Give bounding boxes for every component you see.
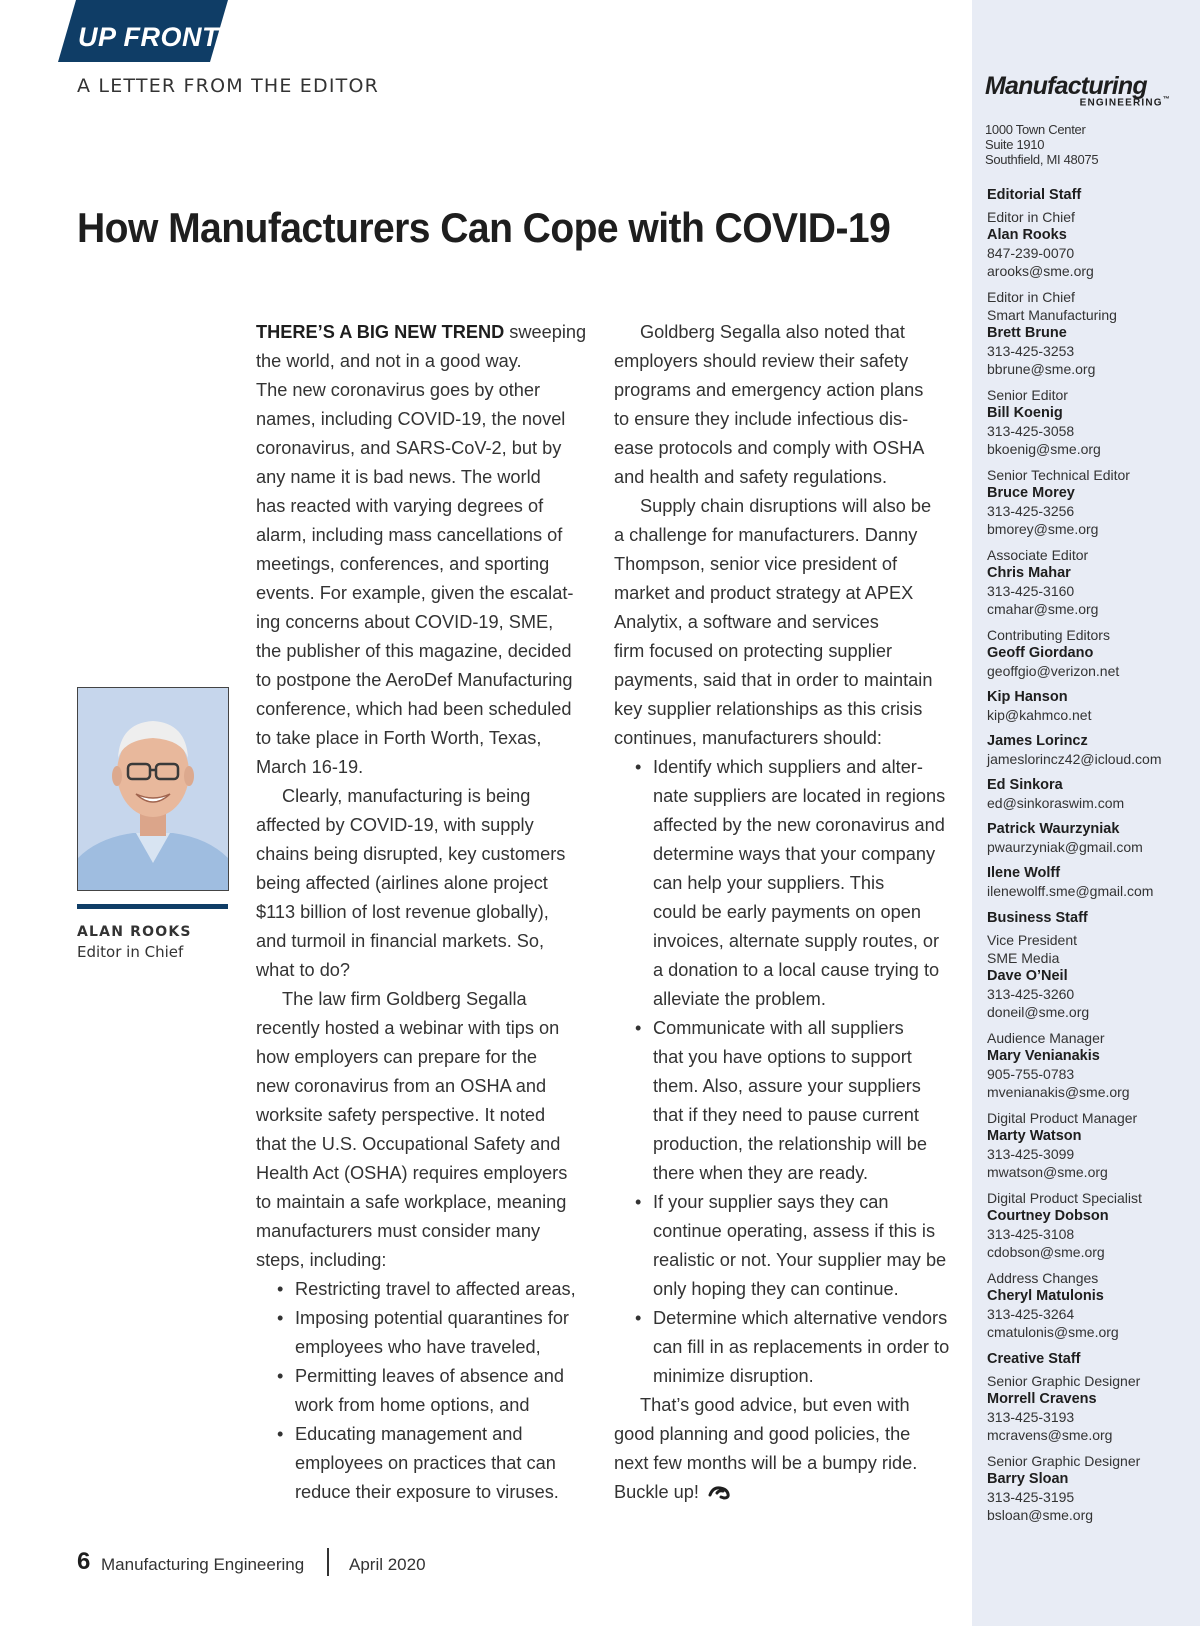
address-line: Suite 1910 <box>985 137 1045 152</box>
paragraph-line: payments, said that in order to maintain <box>614 670 933 690</box>
list-item: • Determine which alternative vendors <box>614 1304 954 1333</box>
staff-name: Marty Watson <box>987 1128 1082 1144</box>
staff-name: Cheryl Matulonis <box>987 1288 1104 1304</box>
staff-name: Chris Mahar <box>987 565 1071 581</box>
paragraph-line: events. For example, given the escalat- <box>256 583 574 603</box>
author-portrait-image <box>78 688 228 890</box>
paragraph-line: Thompson, senior vice president of <box>614 554 898 574</box>
list-item-continued: determine ways that your company <box>653 844 936 864</box>
paragraph-line: the publisher of this magazine, decided <box>256 641 572 661</box>
list-item-continued: invoices, alternate supply routes, or <box>653 931 940 951</box>
supplier-actions-list <box>614 753 954 1391</box>
staff-name: Patrick Waurzyniak <box>987 821 1120 837</box>
staff-entry: Senior Graphic Designer Morrell Cravens 313-425-3193 mcravens@sme.org <box>987 1372 1192 1444</box>
closing-text: Buckle up! <box>614 1482 699 1502</box>
author-title: Editor in Chief <box>77 943 184 961</box>
list-item-continued: that you have options to support <box>653 1047 912 1067</box>
osha-steps-list <box>256 1275 596 1507</box>
staff-email: bbrune@sme.org <box>987 361 1096 377</box>
staff-entry: Vice President SME Media Dave O’Neil 313-425-3260 doneil@sme.org <box>987 931 1192 1021</box>
paragraph-line: a challenge for manufacturers. Danny <box>614 525 918 545</box>
staff-phone: 313-425-3264 <box>987 1306 1075 1322</box>
list-item: • Identify which suppliers and alter- <box>614 753 954 782</box>
staff-email: doneil@sme.org <box>987 1004 1090 1020</box>
paragraph-line: March 16-19. <box>256 757 364 777</box>
paragraph-line: and turmoil in financial markets. So, <box>256 931 545 951</box>
staff-email: mvenianakis@sme.org <box>987 1084 1130 1100</box>
list-item-continued: can help your suppliers. This <box>653 873 885 893</box>
end-mark-icon <box>707 1485 731 1501</box>
staff-email: ed@sinkoraswim.com <box>987 795 1125 811</box>
paragraph-line: has reacted with varying degrees of <box>256 496 544 516</box>
staff-phone: 313-425-3160 <box>987 583 1075 599</box>
creative-staff-heading: Creative Staff <box>987 1351 1081 1367</box>
paragraph-line: Health Act (OSHA) requires employers <box>256 1163 568 1183</box>
staff-phone: 313-425-3058 <box>987 423 1075 439</box>
business-staff-heading: Business Staff <box>987 910 1088 926</box>
paragraph-line: recently hosted a webinar with tips on <box>256 1018 560 1038</box>
article-column-2 <box>614 318 954 1507</box>
list-item: • Educating management and <box>256 1420 596 1449</box>
footer-issue-date: April 2020 <box>349 1555 426 1574</box>
paragraph-line: next few months will be a bumpy ride. <box>614 1453 918 1473</box>
paragraph-line: steps, including: <box>256 1250 387 1270</box>
staff-entry: Senior Editor Bill Koenig 313-425-3058 bkoenig@sme.org <box>987 386 1192 458</box>
staff-entry: Audience Manager Mary Venianakis 905-755-0783 mvenianakis@sme.org <box>987 1029 1192 1101</box>
magazine-logo <box>985 72 1185 112</box>
staff-name: Bill Koenig <box>987 405 1063 421</box>
paragraph-line: good planning and good policies, the <box>614 1424 911 1444</box>
paragraph-line <box>614 1478 954 1507</box>
paragraph-line: any name it is bad news. The world <box>256 467 541 487</box>
paragraph-line: meetings, conferences, and sporting <box>256 554 550 574</box>
staff-email: kip@kahmco.net <box>987 707 1092 723</box>
headline: How Manufacturers Can Cope with COVID-19 <box>77 204 891 251</box>
lead-in: THERE’S A BIG NEW TREND <box>256 322 505 342</box>
paragraph-line: key supplier relationships as this crisis <box>614 699 923 719</box>
list-item-continued: nate suppliers are located in regions <box>653 786 946 806</box>
staff-entry <box>987 820 1192 856</box>
staff-email: ilenewolff.sme@gmail.com <box>987 883 1154 899</box>
paragraph-line: how employers can prepare for the <box>256 1047 538 1067</box>
address-line: Southfield, MI 48075 <box>985 152 1099 167</box>
list-item-continued: work from home options, and <box>295 1395 530 1415</box>
staff-phone: 905-755-0783 <box>987 1066 1075 1082</box>
section-tag-label: UP FRONT <box>78 22 219 52</box>
staff-name: Ilene Wolff <box>987 865 1061 881</box>
paragraph-line: what to do? <box>256 960 351 980</box>
list-item-continued: employees on practices that can <box>295 1453 556 1473</box>
list-item-continued: employees who have traveled, <box>295 1337 541 1357</box>
paragraph-line: being affected (airlines alone project <box>256 873 548 893</box>
paragraph-line: continues, manufacturers should: <box>614 728 882 748</box>
list-item-continued: production, the relationship will be <box>653 1134 927 1154</box>
staff-phone: 313-425-3108 <box>987 1226 1075 1242</box>
paragraph-line: firm focused on protecting supplier <box>614 641 893 661</box>
paragraph-line: That’s good advice, but even with <box>640 1395 910 1415</box>
staff-entry <box>987 732 1192 768</box>
list-item-continued: could be early payments on open <box>653 902 921 922</box>
paragraph-line: employers should review their safety <box>614 351 909 371</box>
paragraph-line: THERE’S A BIG NEW TREND sweeping <box>256 322 587 342</box>
list-item-continued: only hoping they can continue. <box>653 1279 899 1299</box>
page-number: 6 <box>77 1548 91 1575</box>
staff-email: cmatulonis@sme.org <box>987 1324 1119 1340</box>
paragraph-line: Analytix, a software and services <box>614 612 879 632</box>
paragraph-line: programs and emergency action plans <box>614 380 924 400</box>
paragraph-line: the world, and not in a good way. <box>256 351 522 371</box>
paragraph-line: to ensure they include infectious dis- <box>614 409 909 429</box>
staff-entry: Editor in Chief Alan Rooks 847-239-0070 arooks@sme.org <box>987 208 1192 280</box>
staff-entry: Editor in Chief Smart Manufacturing Brett Brune 313-425-3253 bbrune@sme.org <box>987 288 1192 378</box>
paragraph-line: manufacturers must consider many <box>256 1221 541 1241</box>
paragraph-line: market and product strategy at APEX <box>614 583 914 603</box>
staff-name: Mary Venianakis <box>987 1048 1100 1064</box>
staff-email: geoffgio@verizon.net <box>987 663 1120 679</box>
list-item-continued: realistic or not. Your supplier may be <box>653 1250 947 1270</box>
paragraph-line: Supply chain disruptions will also be <box>640 496 932 516</box>
paragraph-line: The new coronavirus goes by other <box>256 380 541 400</box>
staff-name: Geoff Giordano <box>987 645 1094 661</box>
logo-wordmark: Manufacturing <box>985 72 1147 100</box>
paragraph-line: and health and safety regulations. <box>614 467 888 487</box>
footer-magazine-name: Manufacturing Engineering <box>101 1555 305 1574</box>
staff-email: bkoenig@sme.org <box>987 441 1101 457</box>
staff-name: James Lorincz <box>987 733 1088 749</box>
footer-divider <box>327 1548 329 1576</box>
list-item-continued: them. Also, assure your suppliers <box>653 1076 921 1096</box>
list-item: • If your supplier says they can <box>614 1188 954 1217</box>
staff-email: arooks@sme.org <box>987 263 1094 279</box>
staff-email: bmorey@sme.org <box>987 521 1099 537</box>
paragraph-line: ing concerns about COVID-19, SME, <box>256 612 554 632</box>
staff-phone: 313-425-3099 <box>987 1146 1075 1162</box>
list-item-continued: continue operating, assess if this is <box>653 1221 936 1241</box>
masthead-staff <box>987 182 1192 1524</box>
paragraph-line: coronavirus, and SARS-CoV-2, but by <box>256 438 562 458</box>
paragraph-line: to postpone the AeroDef Manufacturing <box>256 670 573 690</box>
staff-name: Kip Hanson <box>987 689 1068 705</box>
list-item-continued: can fill in as replacements in order to <box>653 1337 950 1357</box>
paragraph-line: to take place in Forth Worth, Texas, <box>256 728 542 748</box>
staff-entry <box>987 688 1192 724</box>
list-item: • Communicate with all suppliers <box>614 1014 954 1043</box>
staff-entry: Senior Technical Editor Bruce Morey 313-425-3256 bmorey@sme.org <box>987 466 1192 538</box>
staff-email: bsloan@sme.org <box>987 1507 1094 1523</box>
staff-name: Alan Rooks <box>987 227 1067 243</box>
paragraph-line: names, including COVID-19, the novel <box>256 409 566 429</box>
paragraph-line: chains being disrupted, key customers <box>256 844 566 864</box>
author-photo-rule <box>77 904 228 909</box>
staff-entry: Contributing Editors Geoff Giordano geoffgio@verizon.net <box>987 626 1192 680</box>
kicker: A LETTER FROM THE EDITOR <box>77 75 380 97</box>
paragraph-line: ease protocols and comply with OSHA <box>614 438 925 458</box>
paragraph-line: worksite safety perspective. It noted <box>256 1105 546 1125</box>
staff-entry: Digital Product Manager Marty Watson 313-425-3099 mwatson@sme.org <box>987 1109 1192 1181</box>
author-photo <box>77 687 229 891</box>
author-name: ALAN ROOKS <box>77 924 192 940</box>
address-line: 1000 Town Center <box>985 122 1086 137</box>
staff-name: Dave O’Neil <box>987 968 1068 984</box>
list-item: • Imposing potential quarantines for <box>256 1304 596 1333</box>
staff-name: Courtney Dobson <box>987 1208 1109 1224</box>
staff-entry <box>987 776 1192 812</box>
staff-phone: 313-425-3260 <box>987 986 1075 1002</box>
masthead-address <box>985 122 1098 167</box>
staff-email: mcravens@sme.org <box>987 1427 1113 1443</box>
staff-phone: 313-425-3253 <box>987 343 1075 359</box>
section-tag <box>58 0 228 62</box>
list-item: • Restricting travel to affected areas, <box>256 1275 596 1304</box>
list-item-continued: reduce their exposure to viruses. <box>295 1482 559 1502</box>
logo-subtitle: ENGINEERING™ <box>1079 96 1171 109</box>
staff-entry: Digital Product Specialist Courtney Dobson 313-425-3108 cdobson@sme.org <box>987 1189 1192 1261</box>
paragraph-line: that the U.S. Occupational Safety and <box>256 1134 561 1154</box>
paragraph-line: Goldberg Segalla also noted that <box>640 322 905 342</box>
staff-phone: 313-425-3195 <box>987 1489 1075 1505</box>
staff-name: Bruce Morey <box>987 485 1075 501</box>
editorial-staff-heading: Editorial Staff <box>987 187 1082 203</box>
staff-email: mwatson@sme.org <box>987 1164 1108 1180</box>
staff-phone: 847-239-0070 <box>987 245 1075 261</box>
paragraph-line: Clearly, manufacturing is being <box>282 786 531 806</box>
paragraph-line: to maintain a safe workplace, meaning <box>256 1192 567 1212</box>
list-item-continued: that if they need to pause current <box>653 1105 919 1125</box>
page-footer <box>77 1548 577 1578</box>
staff-name: Ed Sinkora <box>987 777 1063 793</box>
list-item-continued: alleviate the problem. <box>653 989 826 1009</box>
list-item-continued: affected by the new coronavirus and <box>653 815 945 835</box>
paragraph-line: The law firm Goldberg Segalla <box>282 989 527 1009</box>
list-item-continued: a donation to a local cause trying to <box>653 960 940 980</box>
staff-entry <box>987 864 1192 900</box>
paragraph-line: alarm, including mass cancellations of <box>256 525 563 545</box>
staff-entry: Address Changes Cheryl Matulonis 313-425-3264 cmatulonis@sme.org <box>987 1269 1192 1341</box>
staff-phone: 313-425-3193 <box>987 1409 1075 1425</box>
staff-email: jameslorincz42@icloud.com <box>987 751 1162 767</box>
staff-entry: Senior Graphic Designer Barry Sloan 313-425-3195 bsloan@sme.org <box>987 1452 1192 1524</box>
list-item-continued: there when they are ready. <box>653 1163 869 1183</box>
staff-email: cmahar@sme.org <box>987 601 1099 617</box>
article-column-1 <box>256 318 596 1507</box>
paragraph-line: new coronavirus from an OSHA and <box>256 1076 547 1096</box>
list-item-continued: minimize disruption. <box>653 1366 814 1386</box>
list-item: • Permitting leaves of absence and <box>256 1362 596 1391</box>
staff-entry: Associate Editor Chris Mahar 313-425-3160 cmahar@sme.org <box>987 546 1192 618</box>
staff-name: Brett Brune <box>987 325 1067 341</box>
staff-phone: 313-425-3256 <box>987 503 1075 519</box>
paragraph-line: affected by COVID-19, with supply <box>256 815 534 835</box>
paragraph-line: $113 billion of lost revenue globally), <box>256 902 549 922</box>
staff-email: cdobson@sme.org <box>987 1244 1105 1260</box>
staff-email: pwaurzyniak@gmail.com <box>987 839 1143 855</box>
paragraph-line: conference, which had been scheduled <box>256 699 572 719</box>
staff-name: Barry Sloan <box>987 1471 1069 1487</box>
staff-name: Morrell Cravens <box>987 1391 1097 1407</box>
